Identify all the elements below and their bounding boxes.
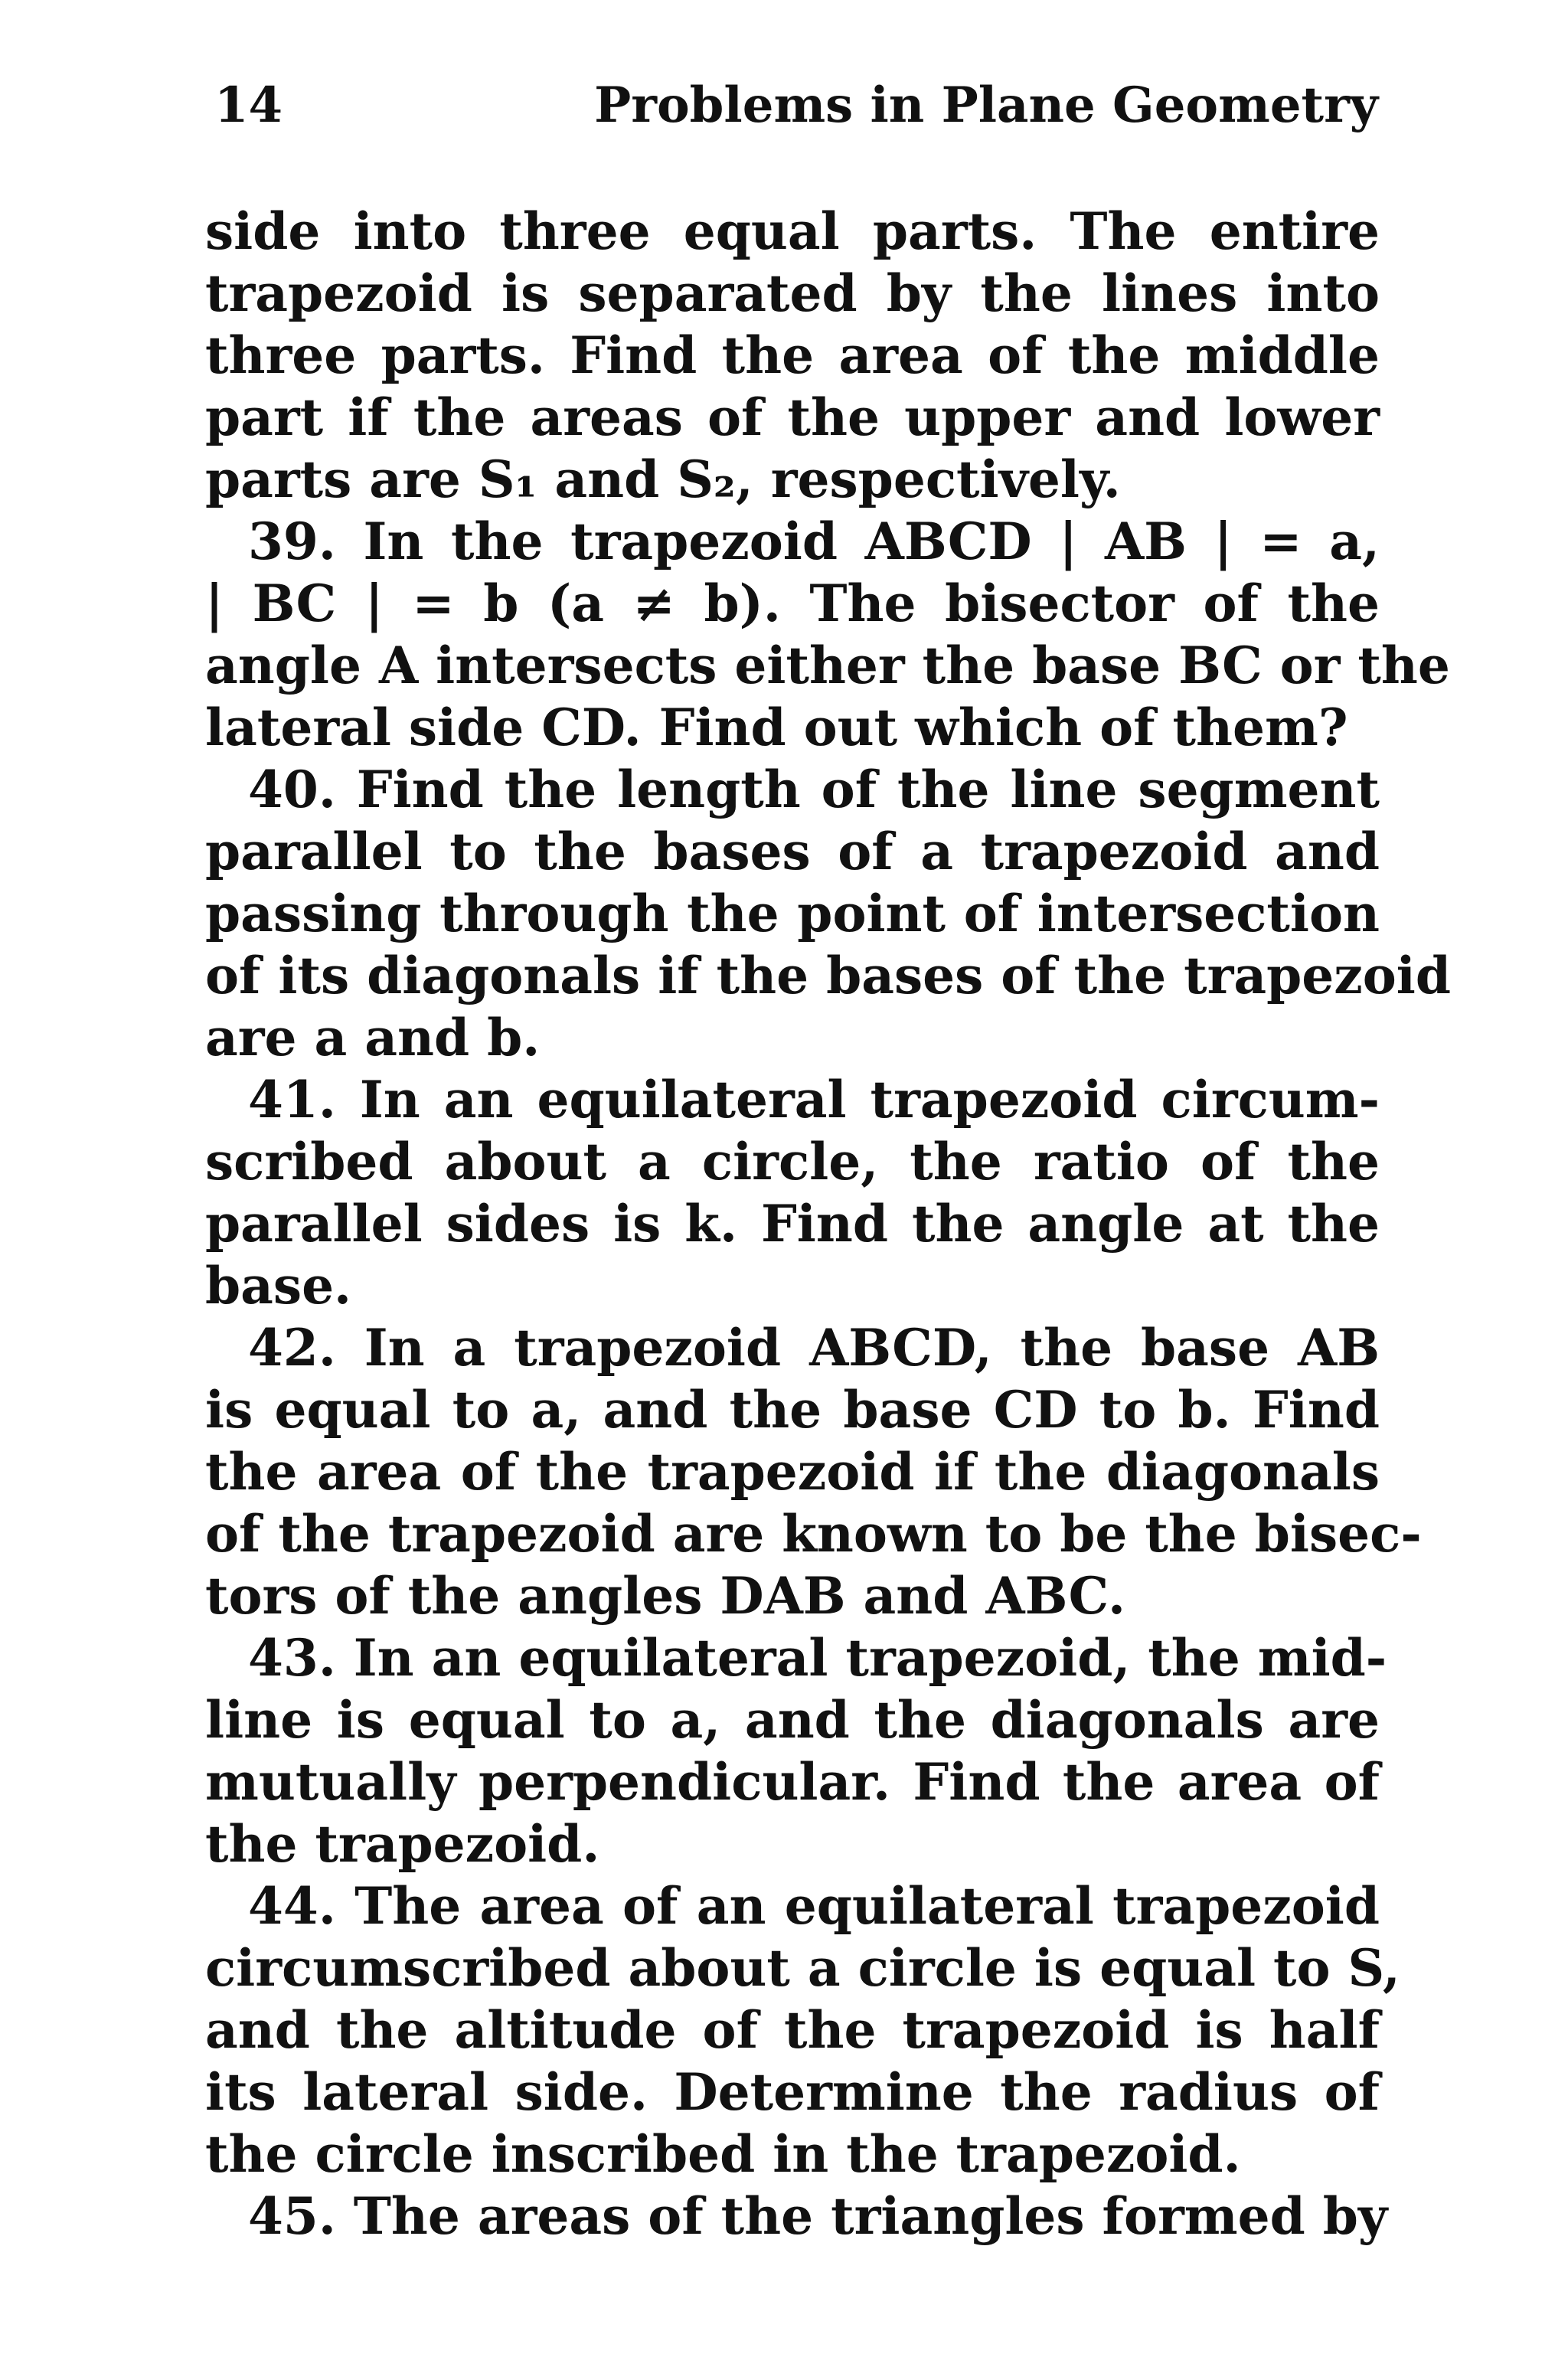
text-line: part if the areas of the upper and lower	[205, 387, 1380, 447]
text-line: are a and b.	[205, 1008, 541, 1067]
text-line: of its diagonals if the bases of the trapezoid	[205, 946, 1451, 1005]
text-line: the area of the trapezoid if the diagonals	[205, 1442, 1380, 1502]
text-line: | BC | = b (a ≠ b). The bisector of the	[205, 574, 1380, 633]
text-line: its lateral side. Determine the radius of	[205, 2062, 1380, 2122]
text-line: three parts. Find the area of the middle	[205, 325, 1380, 385]
text-line: parts are S₁ and S₂, respectively.	[205, 450, 1121, 509]
text-line: trapezoid is separated by the lines into	[205, 263, 1380, 323]
text-line: mutually perpendicular. Find the area of	[205, 1752, 1380, 1812]
text-line: lateral side CD. Find out which of them?	[205, 698, 1348, 757]
text-line: 40. Find the length of the line segment	[248, 760, 1380, 819]
text-line: 45. The areas of the triangles formed by	[248, 2186, 1388, 2246]
page-number: 14	[214, 77, 283, 134]
text-line: passing through the point of intersection	[205, 884, 1380, 943]
page-header	[204, 67, 1378, 144]
text-line: parallel to the bases of a trapezoid and	[205, 822, 1380, 881]
text-line: 44. The area of an equilateral trapezoid	[248, 1876, 1380, 1936]
text-line: scribed about a circle, the ratio of the	[205, 1132, 1380, 1192]
text-line: side into three equal parts. The entire	[205, 201, 1380, 261]
text-line: is equal to a, and the base CD to b. Find	[205, 1380, 1380, 1440]
running-title: Problems in Plane Geometry	[594, 77, 1378, 134]
text-line: line is equal to a, and the diagonals are	[205, 1690, 1380, 1750]
text-line: the trapezoid.	[205, 1814, 600, 1874]
text-line: 39. In the trapezoid ABCD | AB | = a,	[248, 512, 1380, 571]
text-line: and the altitude of the trapezoid is half	[205, 2000, 1380, 2060]
text-line: base.	[205, 1256, 352, 1316]
text-line: 43. In an equilateral trapezoid, the mid-	[248, 1628, 1387, 1688]
text-line: the circle inscribed in the trapezoid.	[205, 2124, 1241, 2184]
text-line: of the trapezoid are known to be the bisec-	[205, 1504, 1422, 1564]
text-line: tors of the angles DAB and ABC.	[205, 1566, 1125, 1626]
text-line: 41. In an equilateral trapezoid circum-	[248, 1070, 1380, 1130]
text-line: circumscribed about a circle is equal to S,	[205, 1938, 1400, 1998]
text-line: parallel sides is k. Find the angle at the	[205, 1194, 1380, 1254]
text-line: angle A intersects either the base BC or the	[205, 636, 1450, 695]
problem-text	[205, 201, 1451, 2248]
text-line: 42. In a trapezoid ABCD, the base AB	[248, 1318, 1380, 1378]
